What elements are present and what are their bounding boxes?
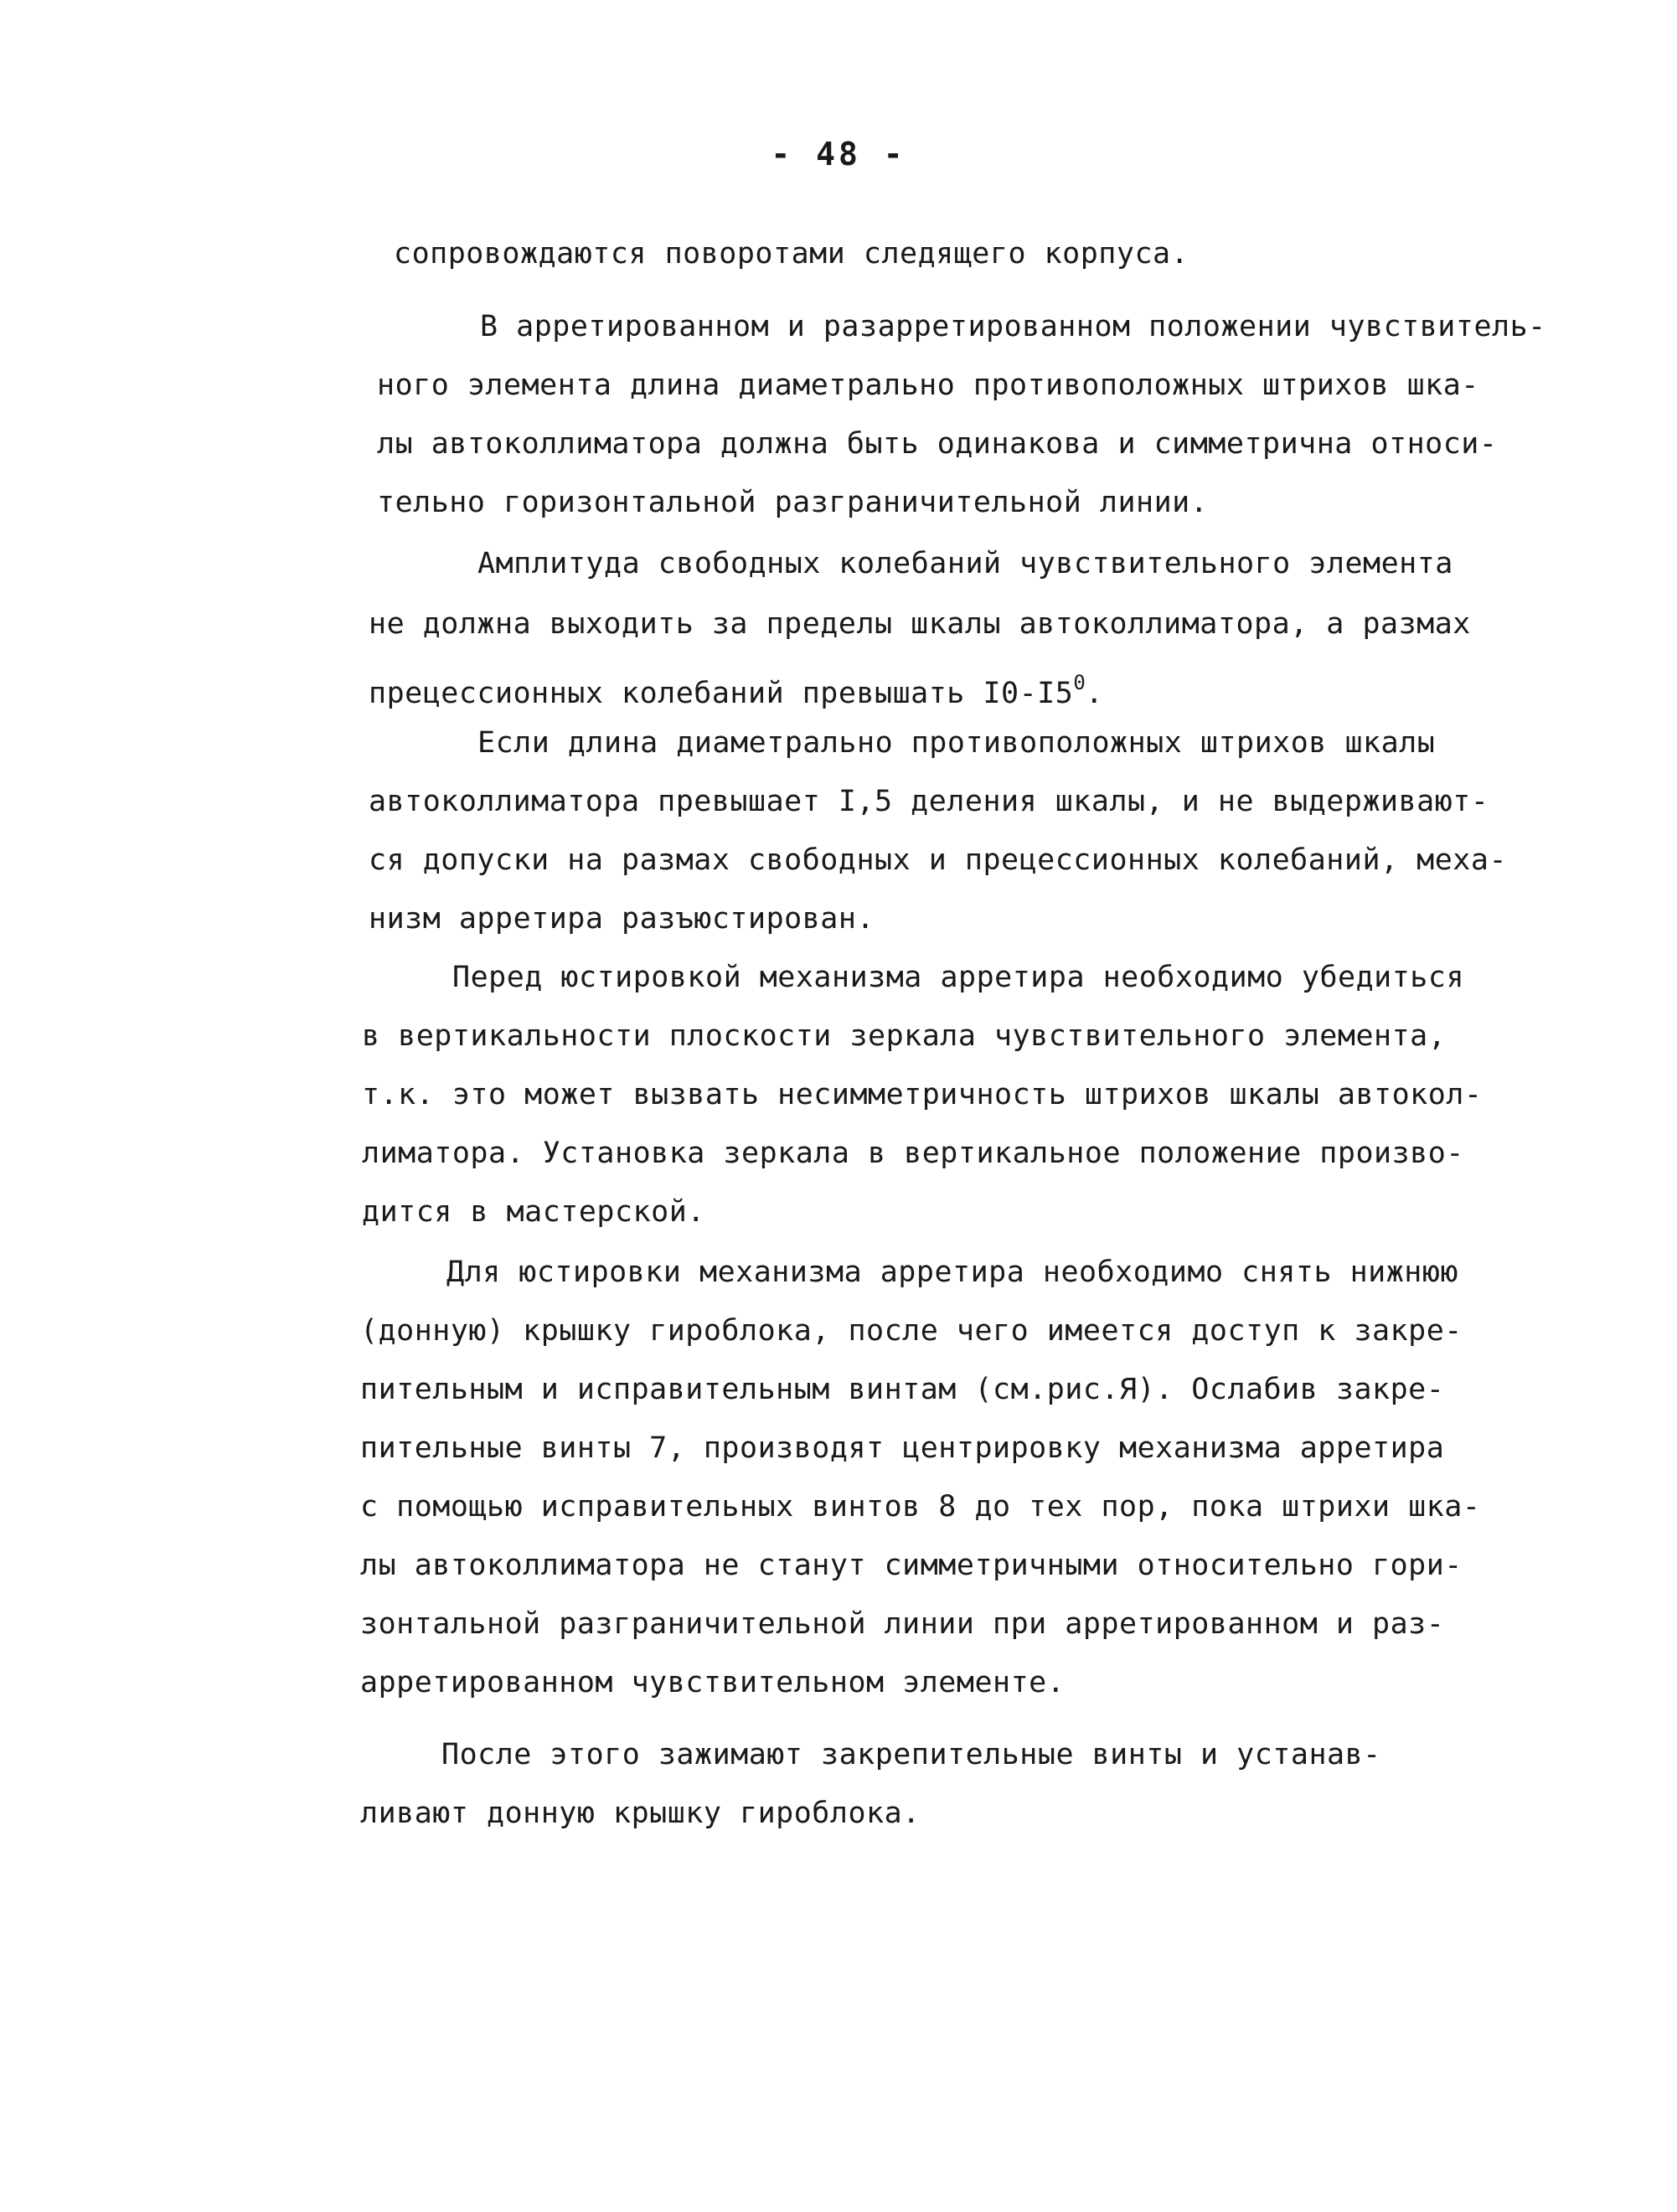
text-line: автоколлиматора превышает I,5 деления шкалы, и не выдерживают- <box>369 785 1489 818</box>
text-line: низм арретира разъюстирован. <box>369 902 875 936</box>
text-line: Если длина диаметрально противоположных штрихов шкалы <box>477 726 1436 760</box>
text-line: В арретированном и разарретированном положении чувствитель- <box>480 310 1546 343</box>
text-segment: . <box>1085 677 1104 710</box>
text-line: лиматора. Установка зеркала в вертикальное положение произво- <box>362 1137 1464 1170</box>
text-line: пительные винты 7, производят центрировку механизма арретира <box>360 1431 1445 1465</box>
text-line: не должна выходить за пределы шкалы автоколлиматора, а размах <box>369 607 1471 641</box>
text-line: лы автоколлиматора не станут симметричными относительно гори- <box>360 1549 1463 1582</box>
degree-superscript: 0 <box>1073 671 1086 694</box>
text-line: ся допуски на размах свободных и прецессионных колебаний, меха- <box>369 843 1508 877</box>
text-line: в вертикальности плоскости зеркала чувствительного элемента, <box>362 1019 1447 1053</box>
text-line: Перед юстировкой механизма арретира необходимо убедиться <box>452 961 1465 994</box>
text-line: сопровождаются поворотами следящего корпуса. <box>394 237 1189 271</box>
text-line: тельно горизонтальной разграничительной линии. <box>377 486 1209 519</box>
text-line <box>369 664 1103 712</box>
text-line: ного элемента длина диаметрально противоположных штрихов шка- <box>377 369 1479 402</box>
text-line: (донную) крышку гироблока, после чего имеется доступ к закре- <box>360 1314 1463 1348</box>
text-line: Амплитуда свободных колебаний чувствительного элемента <box>477 547 1453 580</box>
text-line: зонтальной разграничительной линии при арретированном и раз- <box>360 1607 1445 1641</box>
text-line: с помощью исправительных винтов 8 до тех пор, пока штрихи шка- <box>360 1490 1481 1524</box>
text-line: лы автоколлиматора должна быть одинакова и симметрична относи- <box>377 427 1498 461</box>
text-line: пительным и исправительным винтам (см.рис.Я). Ослабив закре- <box>360 1373 1445 1406</box>
text-line: ливают донную крышку гироблока. <box>360 1797 921 1830</box>
text-line: После этого зажимают закрепительные винты и устанав- <box>441 1738 1381 1771</box>
text-line: т.к. это может вызвать несимметричность штрихов шкалы автокол- <box>362 1078 1483 1111</box>
text-line: Для юстировки механизма арретира необходимо снять нижнюю <box>446 1256 1459 1289</box>
text-segment: прецессионных колебаний превышать I0-I5 <box>369 677 1074 710</box>
text-line: дится в мастерской. <box>362 1195 705 1229</box>
text-line: арретированном чувствительном элементе. <box>360 1666 1066 1699</box>
page-number: - 48 - <box>771 136 906 173</box>
